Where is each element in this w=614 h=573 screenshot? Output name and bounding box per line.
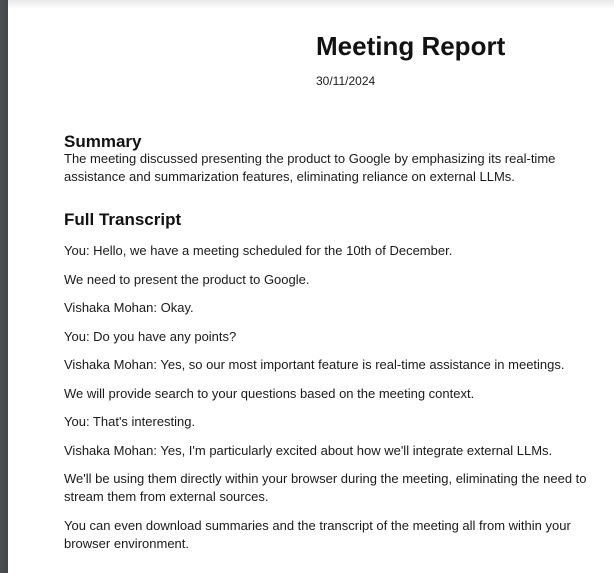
transcript-paragraph [64, 271, 592, 289]
transcript-line: You: Do you have any points? [64, 328, 237, 344]
transcript-line: stream them from external sources. [64, 489, 269, 504]
transcript-line: You: That's interesting. [64, 414, 196, 429]
transcript-line: Vishaka Mohan: Yes, I'm particularly excited about how we'll integrate external LLMs. [64, 442, 553, 458]
transcript-paragraph [64, 356, 592, 374]
transcript-paragraph [64, 328, 592, 346]
page-top-fade [8, 0, 614, 9]
transcript-paragraph [64, 413, 592, 431]
summary-line: The meeting discussed presenting the product to Google by emphasizing its real-time [64, 151, 556, 166]
transcript-paragraphs [64, 242, 592, 553]
transcript-line: You can even download summaries and the transcript of the meeting all from within your [64, 517, 571, 533]
transcript-line: browser environment. [64, 535, 189, 551]
transcript-line: We will provide search to your questions based on the meeting context. [64, 385, 475, 401]
transcript-paragraph [64, 517, 592, 553]
document-body [64, 133, 592, 563]
transcript-paragraph [64, 470, 592, 506]
transcript-paragraph [64, 385, 592, 403]
transcript-paragraph [64, 299, 592, 317]
transcript-line: We need to present the product to Google. [64, 271, 310, 287]
transcript-line: You: Hello, we have a meeting scheduled for the 10th of December. [64, 243, 453, 258]
viewer-edge-strip [0, 0, 8, 573]
document-title: Meeting Report [316, 31, 506, 61]
summary-paragraph [64, 150, 592, 186]
transcript-paragraph [64, 442, 592, 460]
transcript-line: Vishaka Mohan: Yes, so our most important feature is real-time assistance in meetings. [64, 357, 565, 372]
transcript-heading: Full Transcript [64, 210, 182, 229]
transcript-line: Vishaka Mohan: Okay. [64, 300, 194, 315]
summary-line: assistance and summarization features, eliminating reliance on external LLMs. [64, 169, 515, 184]
transcript-line: We'll be using them directly within your browser during the meeting, eliminating the need to [64, 471, 587, 486]
transcript-paragraph [64, 242, 592, 260]
document-date: 30/11/2024 [316, 74, 376, 88]
summary-heading: Summary [64, 132, 142, 151]
